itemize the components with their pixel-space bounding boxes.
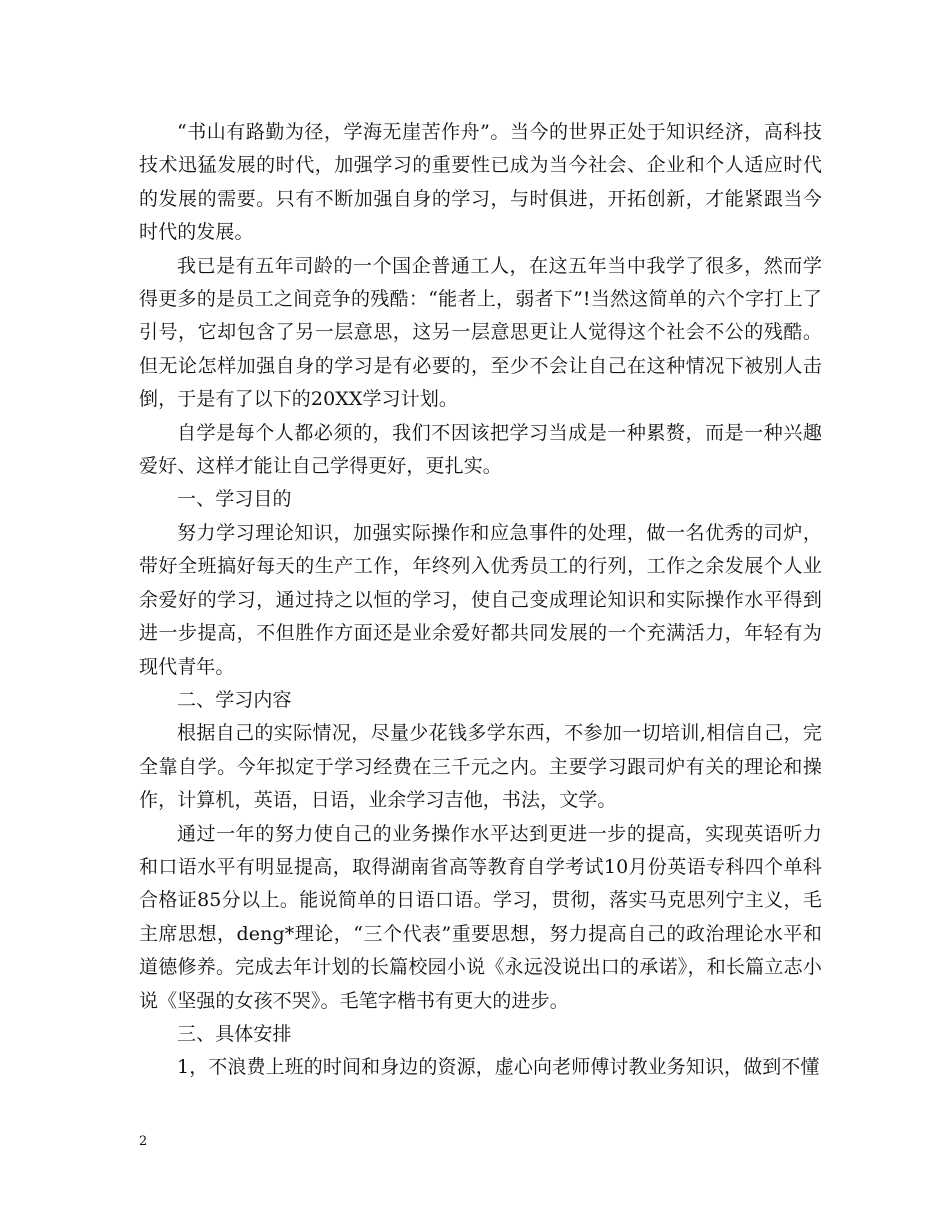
paragraph-study-purpose: 努力学习理论知识，加强实际操作和应急事件的处理，做一名优秀的司炉，带好全班搞好每天的生产工作，年终列入优秀员工的行列，工作之余发展个人业余爱好的学习，通过持之以恒的学习，使自己变成理论知识和实际操作水平得到进一步提高，不但胜作方面还是业余爱好都共同发展的一个充满活力，年轻有为现代青年。 [139,521,822,678]
section-heading-specific-arrangements: 三、具体安排 [177,1022,292,1045]
paragraph-intro-quote: “书山有路勤为径，学海无崖苦作舟”。当今的世界正处于知识经济，高科技技术迅猛发展的时代，加强学习的重要性已成为当今社会、企业和个人适应时代的发展的需要。只有不断加强自身的学习，与时俱进，开拓创新，才能紧跟当今时代的发展。 [139,121,822,244]
section-heading-study-purpose: 一、学习目的 [177,488,292,511]
page-number: 2 [139,1134,148,1149]
paragraph-self-study: 自学是每个人都必须的，我们不因该把学习当成是一种累赘，而是一种兴趣爱好、这样才能让自己学得更好，更扎实。 [139,421,822,478]
document-body [139,116,822,1085]
paragraph-study-goals: 通过一年的努力使自己的业务操作水平达到更进一步的提高，实现英语听力和口语水平有明显提高，取得湖南省高等教育自学考试10月份英语专科四个单科合格证85分以上。能说简单的日语口语。学习，贯彻，落实马克思列宁主义，毛主席思想，deng*理论，“三个代表”重要思想，努力提高自己的政治理论水平和道德修养。完成去年计划的长篇校园小说《永远没说出口的承诺》，和长篇立志小说《坚强的女孩不哭》。毛笔字楷书有更大的进步。 [139,822,822,1012]
section-heading-study-content: 二、学习内容 [177,688,292,711]
paragraph-background: 我已是有五年司龄的一个国企普通工人，在这五年当中我学了很多，然而学得更多的是员工之间竞争的残酷：“能者上，弱者下”!当然这简单的六个字打上了引号，它却包含了另一层意思，这另一层意思更让人觉得这个社会不公的残酷。但无论怎样加强自身的学习是有必要的，至少不会让自己在这种情况下被别人击倒，于是有了以下的20XX学习计划。 [139,254,822,411]
paragraph-study-content: 根据自己的实际情况，尽量少花钱多学东西，不参加一切培训,相信自己，完全靠自学。今年拟定于学习经费在三千元之内。主要学习跟司炉有关的理论和操作，计算机，英语，日语，业余学习吉他，书法，文学。 [139,722,822,812]
paragraph-arrangement-item-1: 1，不浪费上班的时间和身边的资源，虚心向老师傅讨教业务知识，做到不懂 [177,1056,820,1079]
